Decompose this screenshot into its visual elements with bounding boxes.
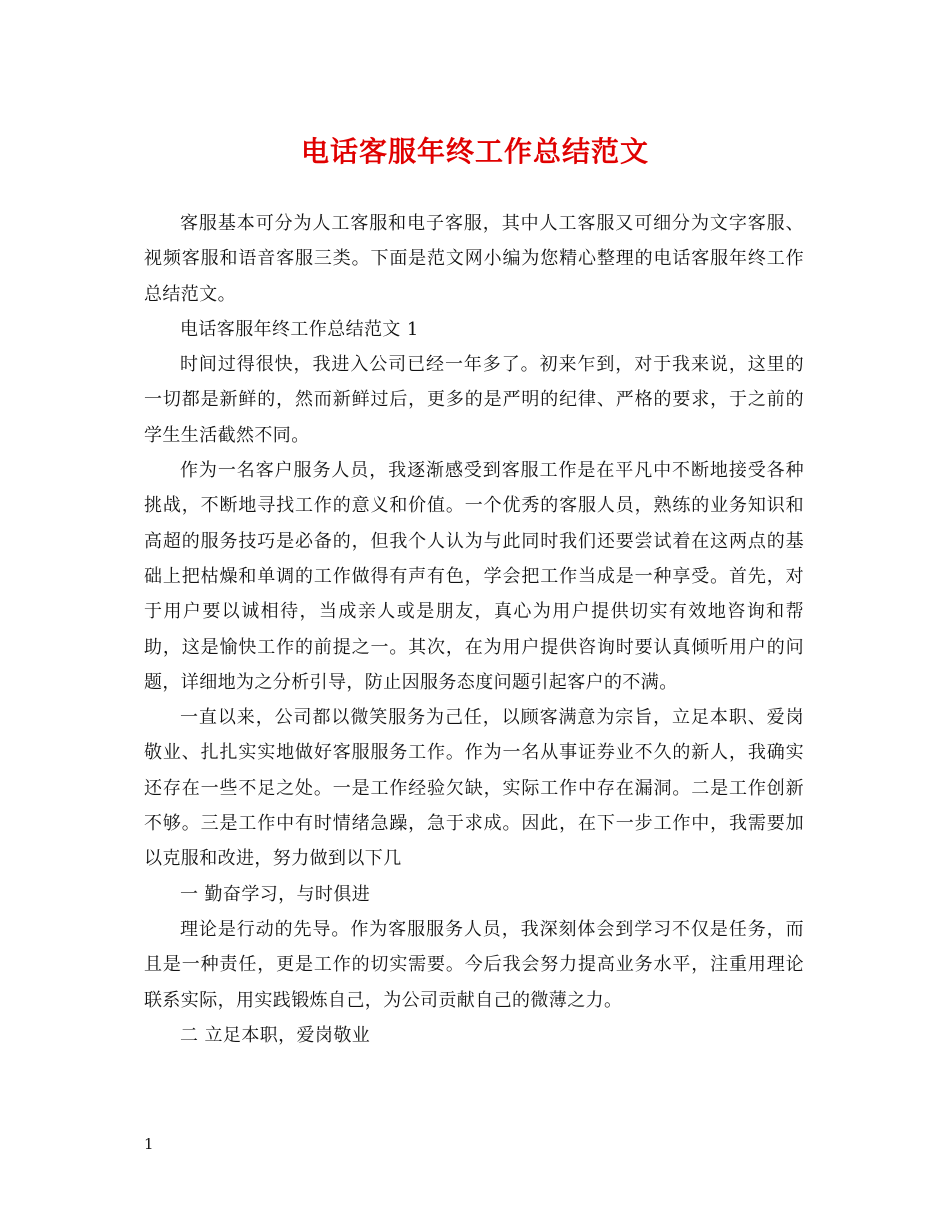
- document-body: [144, 206, 804, 1053]
- subheading: 二 立足本职，爱岗敬业: [180, 1024, 371, 1046]
- body-paragraph: 作为一名客户服务人员，我逐渐感受到客服工作是在平凡中不断地接受各种挑战，不断地寻找工作的意义和价值。一个优秀的客服人员，熟练的业务知识和高超的服务技巧是必备的，但我个人认为与此同时我们还要尝试着在这两点的基础上把枯燥和单调的工作做得有声有色，学会把工作当成是一种享受。首先，对于用户要以诚相待，当成亲人或是朋友，真心为用户提供切实有效地咨询和帮助，这是愉快工作的前提之一。其次，在为用户提供咨询时要认真倾听用户的问题，详细地为之分析引导，防止因服务态度问题引起客户的不满。: [144, 460, 804, 693]
- intro-paragraph: 客服基本可分为人工客服和电子客服，其中人工客服又可细分为文字客服、视频客服和语音客服三类。下面是范文网小编为您精心整理的电话客服年终工作总结范文。: [144, 213, 804, 305]
- body-paragraph: 时间过得很快，我进入公司已经一年多了。初来乍到，对于我来说，这里的一切都是新鲜的，然而新鲜过后，更多的是严明的纪律、严格的要求，于之前的学生生活截然不同。: [144, 354, 804, 446]
- body-paragraph: 理论是行动的先导。作为客服服务人员，我深刻体会到学习不仅是任务，而且是一种责任，更是工作的切实需要。今后我会努力提高业务水平，注重用理论联系实际，用实践锻炼自己，为公司贡献自己的微薄之力。: [144, 918, 804, 1011]
- document-title: 电话客服年终工作总结范文: [300, 135, 649, 168]
- page-number: 1: [144, 1135, 154, 1153]
- subheading: 一 勤奋学习，与时俱进: [180, 883, 371, 905]
- body-paragraph: 一直以来，公司都以微笑服务为己任，以顾客满意为宗旨，立足本职、爱岗敬业、扎扎实实地做好客服服务工作。作为一名从事证券业不久的新人，我确实还存在一些不足之处。一是工作经验欠缺，实际工作中存在漏洞。二是工作创新不够。三是工作中有时情绪急躁，急于求成。因此，在下一步工作中，我需要加以克服和改进，努力做到以下几: [144, 707, 804, 870]
- section-heading: 电话客服年终工作总结范文 1: [180, 318, 419, 340]
